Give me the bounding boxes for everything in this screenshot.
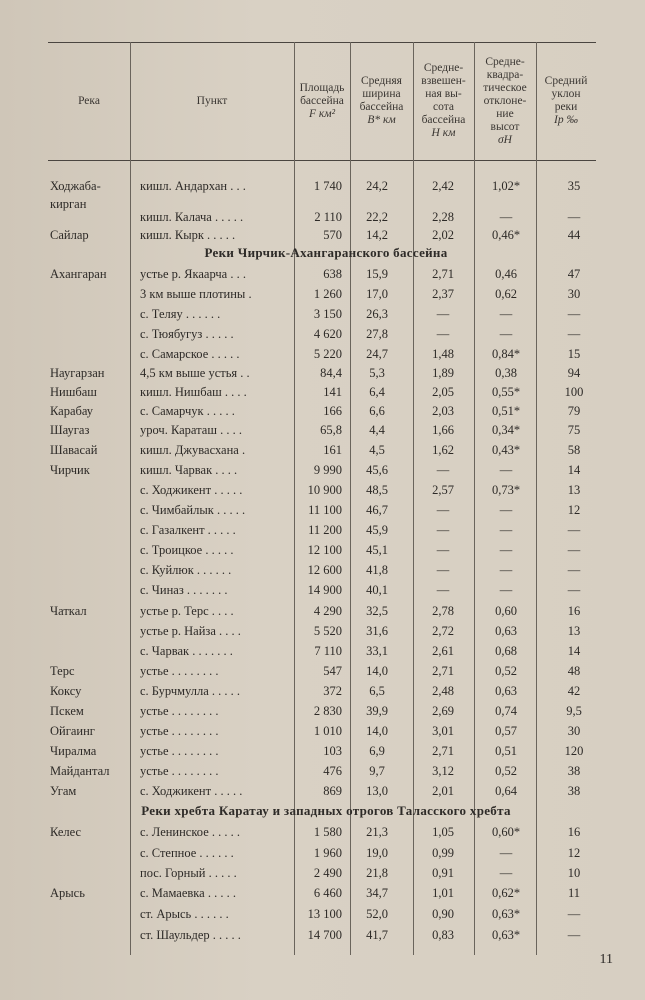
- cell-point: 4,5 км выше устья . .: [140, 366, 250, 380]
- cell-slope: 94: [567, 366, 581, 380]
- cell-area: 1 580: [313, 825, 342, 839]
- cell-slope: 16: [567, 604, 581, 618]
- cell-slope: 15: [567, 347, 581, 361]
- cell-slope: 30: [567, 287, 581, 301]
- cell-height: 2,01: [432, 784, 454, 798]
- cell-area: 1 260: [313, 287, 342, 301]
- cell-area: 11 200: [308, 523, 342, 537]
- cell-slope: 58: [567, 443, 581, 457]
- cell-area: 476: [323, 764, 342, 778]
- table-row: [48, 822, 604, 842]
- cell-slope: 42: [567, 684, 581, 698]
- table-row: [48, 324, 604, 344]
- cell-slope: 10: [567, 866, 581, 880]
- cell-dev: 0,51: [495, 744, 517, 758]
- cell-slope: —: [567, 583, 581, 597]
- cell-area: 869: [323, 784, 342, 798]
- cell-dev: 0,73*: [491, 483, 521, 497]
- cell-height: 0,91: [432, 866, 454, 880]
- table-row: [48, 883, 604, 903]
- cell-slope: 48: [567, 664, 581, 678]
- table-row: [48, 401, 604, 421]
- cell-river: Наугарзан: [50, 366, 105, 380]
- cell-dev: 0,60: [495, 604, 517, 618]
- table-row: [48, 207, 604, 227]
- cell-point: кишл. Чарвак . . . .: [140, 463, 238, 477]
- cell-slope: 35: [567, 179, 581, 193]
- cell-area: 4 290: [313, 604, 342, 618]
- cell-area: 84,4: [320, 366, 342, 380]
- cell-point: кишл. Кырк . . . . .: [140, 228, 236, 242]
- cell-river: Терс: [50, 664, 75, 678]
- cell-point: с. Чарвак . . . . . . .: [140, 644, 233, 658]
- cell-area: 1 010: [313, 724, 342, 738]
- cell-dev: 0,38: [495, 366, 517, 380]
- cell-area: 5 220: [313, 347, 342, 361]
- cell-river: Ахангаран: [50, 267, 107, 281]
- cell-width: 46,7: [366, 503, 388, 517]
- cell-river: Арысь: [50, 886, 85, 900]
- cell-area: 6 460: [313, 886, 342, 900]
- cell-river: Чиралма: [50, 744, 97, 758]
- cell-width: 41,7: [366, 928, 388, 942]
- cell-height: —: [436, 583, 450, 597]
- cell-dev: 0,55*: [491, 385, 521, 399]
- cell-width: 40,1: [366, 583, 388, 597]
- cell-point: устье . . . . . . . .: [140, 724, 219, 738]
- cell-area: 547: [323, 664, 342, 678]
- cell-height: —: [436, 307, 450, 321]
- cell-point: пос. Горный . . . . .: [140, 866, 237, 880]
- header-deviation: Средне- квадра- тическое отклоне- ние высот σH: [483, 55, 527, 146]
- cell-dev: —: [499, 866, 513, 880]
- cell-slope: 14: [567, 644, 581, 658]
- cell-height: 2,78: [432, 604, 454, 618]
- cell-river: Шаугаз: [50, 423, 90, 437]
- cell-height: 1,66: [432, 423, 454, 437]
- table-row: [48, 480, 604, 500]
- cell-river: Сайлар: [50, 228, 89, 242]
- cell-area: 638: [323, 267, 342, 281]
- cell-river: Шавасай: [50, 443, 98, 457]
- cell-width: 34,7: [366, 886, 388, 900]
- cell-point: устье р. Якаарча . . .: [140, 267, 246, 281]
- table-row: [48, 863, 604, 883]
- cell-width: 45,1: [366, 543, 388, 557]
- cell-point: ст. Шаульдер . . . . .: [140, 928, 241, 942]
- cell-width: 15,9: [366, 267, 388, 281]
- cell-slope: 9,5: [566, 704, 582, 718]
- cell-slope: 47: [567, 267, 581, 281]
- cell-dev: 0,62*: [491, 886, 521, 900]
- cell-river: Майдантал: [50, 764, 110, 778]
- cell-dev: 0,52: [495, 664, 517, 678]
- cell-area: 12 100: [307, 543, 342, 557]
- cell-dev: —: [499, 846, 513, 860]
- cell-point: устье . . . . . . . .: [140, 664, 219, 678]
- cell-slope: 75: [567, 423, 581, 437]
- cell-slope: —: [567, 928, 581, 942]
- cell-slope: 120: [564, 744, 584, 758]
- cell-height: 1,62: [432, 443, 454, 457]
- cell-river: Чирчик: [50, 463, 90, 477]
- cell-point: с. Тюябугуз . . . . .: [140, 327, 234, 341]
- cell-dev: —: [499, 523, 513, 537]
- cell-dev: —: [499, 210, 513, 224]
- cell-dev: —: [499, 563, 513, 577]
- cell-area: 65,8: [320, 423, 342, 437]
- cell-height: 2,02: [432, 228, 454, 242]
- cell-dev: 0,57: [495, 724, 517, 738]
- cell-dev: 0,43*: [491, 443, 521, 457]
- page-number: 11: [599, 952, 613, 967]
- cell-height: 1,05: [432, 825, 454, 839]
- cell-river: Пскем: [50, 704, 84, 718]
- section-heading-chirchik: Реки Чирчик-Ахангаранского бассейна: [204, 245, 448, 260]
- cell-height: 1,48: [432, 347, 454, 361]
- cell-area: 7 110: [314, 644, 342, 658]
- cell-river: Ойгаинг: [50, 724, 95, 738]
- cell-width: 6,6: [369, 404, 385, 418]
- cell-height: 2,48: [432, 684, 454, 698]
- cell-dev: 0,34*: [491, 423, 521, 437]
- cell-width: 5,3: [369, 366, 385, 380]
- cell-height: —: [436, 563, 450, 577]
- cell-width: 4,4: [369, 423, 385, 437]
- cell-slope: 13: [567, 624, 581, 638]
- cell-river: кирган: [50, 197, 87, 211]
- cell-height: 0,90: [432, 907, 454, 921]
- cell-dev: —: [499, 583, 513, 597]
- table-row: [48, 225, 604, 245]
- table-row: [48, 304, 604, 324]
- cell-height: 3,12: [432, 764, 454, 778]
- cell-dev: —: [499, 543, 513, 557]
- table-row: [48, 176, 604, 196]
- cell-point: устье . . . . . . . .: [140, 704, 219, 718]
- cell-height: 2,69: [432, 704, 454, 718]
- table-row: [48, 601, 604, 621]
- cell-dev: 0,63: [495, 684, 517, 698]
- cell-width: 45,9: [366, 523, 388, 537]
- cell-point: ст. Арысь . . . . . .: [140, 907, 229, 921]
- table-row: [48, 580, 604, 600]
- table-row: [48, 520, 604, 540]
- table-row: [48, 363, 604, 383]
- table-row: [48, 701, 604, 721]
- cell-height: 2,71: [432, 267, 454, 281]
- cell-height: 2,37: [432, 287, 454, 301]
- header-height: Средне- взвешен- ная вы- сота бассейна H км: [421, 62, 466, 139]
- table-row: [48, 661, 604, 681]
- cell-dev: 0,68: [495, 644, 517, 658]
- table-row: [48, 540, 604, 560]
- table-row: [48, 925, 604, 945]
- cell-area: 2 490: [313, 866, 342, 880]
- cell-point: кишл. Джувасхана .: [140, 443, 246, 457]
- cell-slope: 30: [567, 724, 581, 738]
- cell-area: 161: [323, 443, 342, 457]
- cell-height: 3,01: [432, 724, 454, 738]
- header-area: Площадь бассейна F км²: [299, 81, 345, 120]
- cell-point: с. Самарчук . . . . .: [140, 404, 235, 418]
- cell-river: Ходжаба-: [50, 179, 101, 193]
- cell-point: с. Троицкое . . . . .: [140, 543, 234, 557]
- cell-dev: 0,52: [495, 764, 517, 778]
- table-row: [48, 264, 604, 284]
- section-heading-karatau: Реки хребта Каратау и западных отрогов Таласского хребта: [141, 803, 511, 818]
- cell-height: —: [436, 327, 450, 341]
- cell-dev: —: [499, 463, 513, 477]
- cell-height: 2,03: [432, 404, 454, 418]
- cell-height: 2,05: [432, 385, 454, 399]
- cell-dev: 0,84*: [491, 347, 521, 361]
- cell-slope: —: [567, 523, 581, 537]
- cell-slope: —: [567, 563, 581, 577]
- cell-width: 52,0: [366, 907, 388, 921]
- cell-width: 24,7: [366, 347, 388, 361]
- table-row: [48, 641, 604, 661]
- cell-dev: 0,74: [495, 704, 517, 718]
- cell-width: 26,3: [366, 307, 388, 321]
- cell-area: 13 100: [307, 907, 342, 921]
- cell-point: с. Ленинское . . . . .: [140, 825, 240, 839]
- cell-dev: —: [499, 503, 513, 517]
- cell-point: с. Куйлюк . . . . . .: [140, 563, 232, 577]
- cell-height: —: [436, 543, 450, 557]
- cell-height: 0,83: [432, 928, 454, 942]
- cell-dev: —: [499, 307, 513, 321]
- cell-dev: 0,46*: [491, 228, 521, 242]
- cell-slope: 16: [567, 825, 581, 839]
- cell-slope: 100: [564, 385, 584, 399]
- cell-point: с. Ходжикент . . . . .: [140, 784, 243, 798]
- cell-point: устье . . . . . . . .: [140, 744, 219, 758]
- cell-river: Угам: [50, 784, 77, 798]
- cell-height: 2,71: [432, 664, 454, 678]
- cell-area: 14 900: [307, 583, 342, 597]
- cell-height: 1,01: [432, 886, 454, 900]
- cell-width: 22,2: [366, 210, 388, 224]
- cell-width: 41,8: [366, 563, 388, 577]
- cell-point: с. Ходжикент . . . . .: [140, 483, 243, 497]
- cell-area: 372: [323, 684, 342, 698]
- cell-area: 3 150: [313, 307, 342, 321]
- cell-river: Чаткал: [50, 604, 87, 618]
- cell-dev: 0,63: [495, 624, 517, 638]
- cell-point: с. Степное . . . . . .: [140, 846, 234, 860]
- cell-slope: 12: [567, 846, 581, 860]
- cell-area: 141: [323, 385, 342, 399]
- cell-point: с. Газалкент . . . . .: [140, 523, 236, 537]
- table-row: [48, 382, 604, 402]
- cell-height: 2,57: [432, 483, 454, 497]
- cell-width: 33,1: [366, 644, 388, 658]
- cell-area: 11 100: [308, 503, 342, 517]
- cell-width: 39,9: [366, 704, 388, 718]
- table-row: [48, 560, 604, 580]
- cell-point: кишл. Калача . . . . .: [140, 210, 244, 224]
- cell-area: 5 520: [313, 624, 342, 638]
- cell-slope: 38: [567, 784, 581, 798]
- cell-width: 9,7: [369, 764, 385, 778]
- cell-height: 2,42: [432, 179, 454, 193]
- cell-slope: 38: [567, 764, 581, 778]
- cell-height: 2,28: [432, 210, 454, 224]
- cell-river: Нишбаш: [50, 385, 97, 399]
- table-row: [48, 741, 604, 761]
- cell-dev: 0,64: [495, 784, 517, 798]
- table-row: [48, 460, 604, 480]
- cell-point: с. Мамаевка . . . . .: [140, 886, 236, 900]
- cell-width: 48,5: [366, 483, 388, 497]
- cell-slope: 14: [567, 463, 581, 477]
- cell-area: 1 740: [313, 179, 342, 193]
- cell-height: 2,61: [432, 644, 454, 658]
- cell-slope: 79: [567, 404, 581, 418]
- cell-slope: —: [567, 307, 581, 321]
- cell-width: 19,0: [366, 846, 388, 860]
- cell-point: устье р. Найза . . . .: [140, 624, 241, 638]
- cell-width: 6,5: [369, 684, 385, 698]
- cell-point: устье . . . . . . . .: [140, 764, 219, 778]
- cell-area: 10 900: [307, 483, 342, 497]
- cell-river: Коксу: [50, 684, 82, 698]
- cell-area: 570: [323, 228, 342, 242]
- table-row: [48, 284, 604, 304]
- table-row: [48, 621, 604, 641]
- cell-slope: —: [567, 543, 581, 557]
- cell-point: кишл. Нишбаш . . . .: [140, 385, 247, 399]
- cell-slope: 12: [567, 503, 581, 517]
- cell-slope: 13: [567, 483, 581, 497]
- cell-dev: 0,60*: [491, 825, 521, 839]
- cell-width: 14,0: [366, 664, 388, 678]
- cell-point: уроч. Караташ . . . .: [140, 423, 242, 437]
- cell-point: с. Теляу . . . . . .: [140, 307, 221, 321]
- cell-dev: 0,62: [495, 287, 517, 301]
- cell-slope: —: [567, 907, 581, 921]
- cell-dev: 1,02*: [491, 179, 521, 193]
- cell-point: с. Чиназ . . . . . . .: [140, 583, 228, 597]
- cell-slope: —: [567, 210, 581, 224]
- cell-area: 4 620: [313, 327, 342, 341]
- cell-point: с. Бурчмулла . . . . .: [140, 684, 241, 698]
- header-slope: Средний уклон реки Iр ‰: [544, 75, 588, 126]
- cell-height: 2,72: [432, 624, 454, 638]
- cell-width: 45,6: [366, 463, 388, 477]
- table-row: [48, 761, 604, 781]
- cell-river: Карабау: [50, 404, 94, 418]
- cell-dev: 0,63*: [491, 928, 521, 942]
- cell-point: 3 км выше плотины .: [140, 287, 252, 301]
- cell-width: 31,6: [366, 624, 388, 638]
- cell-width: 21,3: [366, 825, 388, 839]
- table-row: [48, 344, 604, 364]
- cell-width: 14,2: [366, 228, 388, 242]
- header-width: Средняя ширина бассейна B* км: [359, 75, 404, 126]
- cell-dev: 0,63*: [491, 907, 521, 921]
- cell-area: 2 110: [314, 210, 342, 224]
- cell-slope: —: [567, 327, 581, 341]
- cell-point: устье р. Терс . . . .: [140, 604, 234, 618]
- cell-point: с. Чимбайлык . . . . .: [140, 503, 246, 517]
- cell-area: 12 600: [307, 563, 342, 577]
- header-river: Река: [78, 94, 100, 107]
- table-row: [48, 843, 604, 863]
- cell-height: 1,89: [432, 366, 454, 380]
- cell-width: 27,8: [366, 327, 388, 341]
- cell-point: с. Самарское . . . . .: [140, 347, 240, 361]
- cell-height: 2,71: [432, 744, 454, 758]
- cell-width: 21,8: [366, 866, 388, 880]
- cell-area: 166: [323, 404, 342, 418]
- cell-width: 4,5: [369, 443, 385, 457]
- cell-width: 17,0: [366, 287, 388, 301]
- cell-area: 2 830: [313, 704, 342, 718]
- table-row: [48, 420, 604, 440]
- cell-width: 32,5: [366, 604, 388, 618]
- cell-area: 9 990: [313, 463, 342, 477]
- cell-dev: 0,51*: [491, 404, 521, 418]
- table-row: [48, 721, 604, 741]
- cell-point: кишл. Андархан . . .: [140, 179, 246, 193]
- cell-dev: 0,46: [495, 267, 517, 281]
- table-row: [48, 781, 604, 801]
- cell-river: Келес: [50, 825, 82, 839]
- cell-width: 13,0: [366, 784, 388, 798]
- cell-width: 24,2: [366, 179, 388, 193]
- cell-slope: 11: [567, 886, 581, 900]
- cell-height: 0,99: [432, 846, 454, 860]
- cell-height: —: [436, 523, 450, 537]
- cell-area: 103: [323, 744, 342, 758]
- table-row: [48, 440, 604, 460]
- cell-slope: 44: [567, 228, 581, 242]
- cell-dev: —: [499, 327, 513, 341]
- cell-area: 14 700: [307, 928, 342, 942]
- cell-height: —: [436, 463, 450, 477]
- cell-width: 6,9: [369, 744, 385, 758]
- cell-height: —: [436, 503, 450, 517]
- table-row: [48, 904, 604, 924]
- header-point: Пункт: [196, 94, 228, 107]
- table-row: [48, 681, 604, 701]
- table-row: [48, 500, 604, 520]
- cell-area: 1 960: [313, 846, 342, 860]
- cell-width: 6,4: [369, 385, 385, 399]
- cell-width: 14,0: [366, 724, 388, 738]
